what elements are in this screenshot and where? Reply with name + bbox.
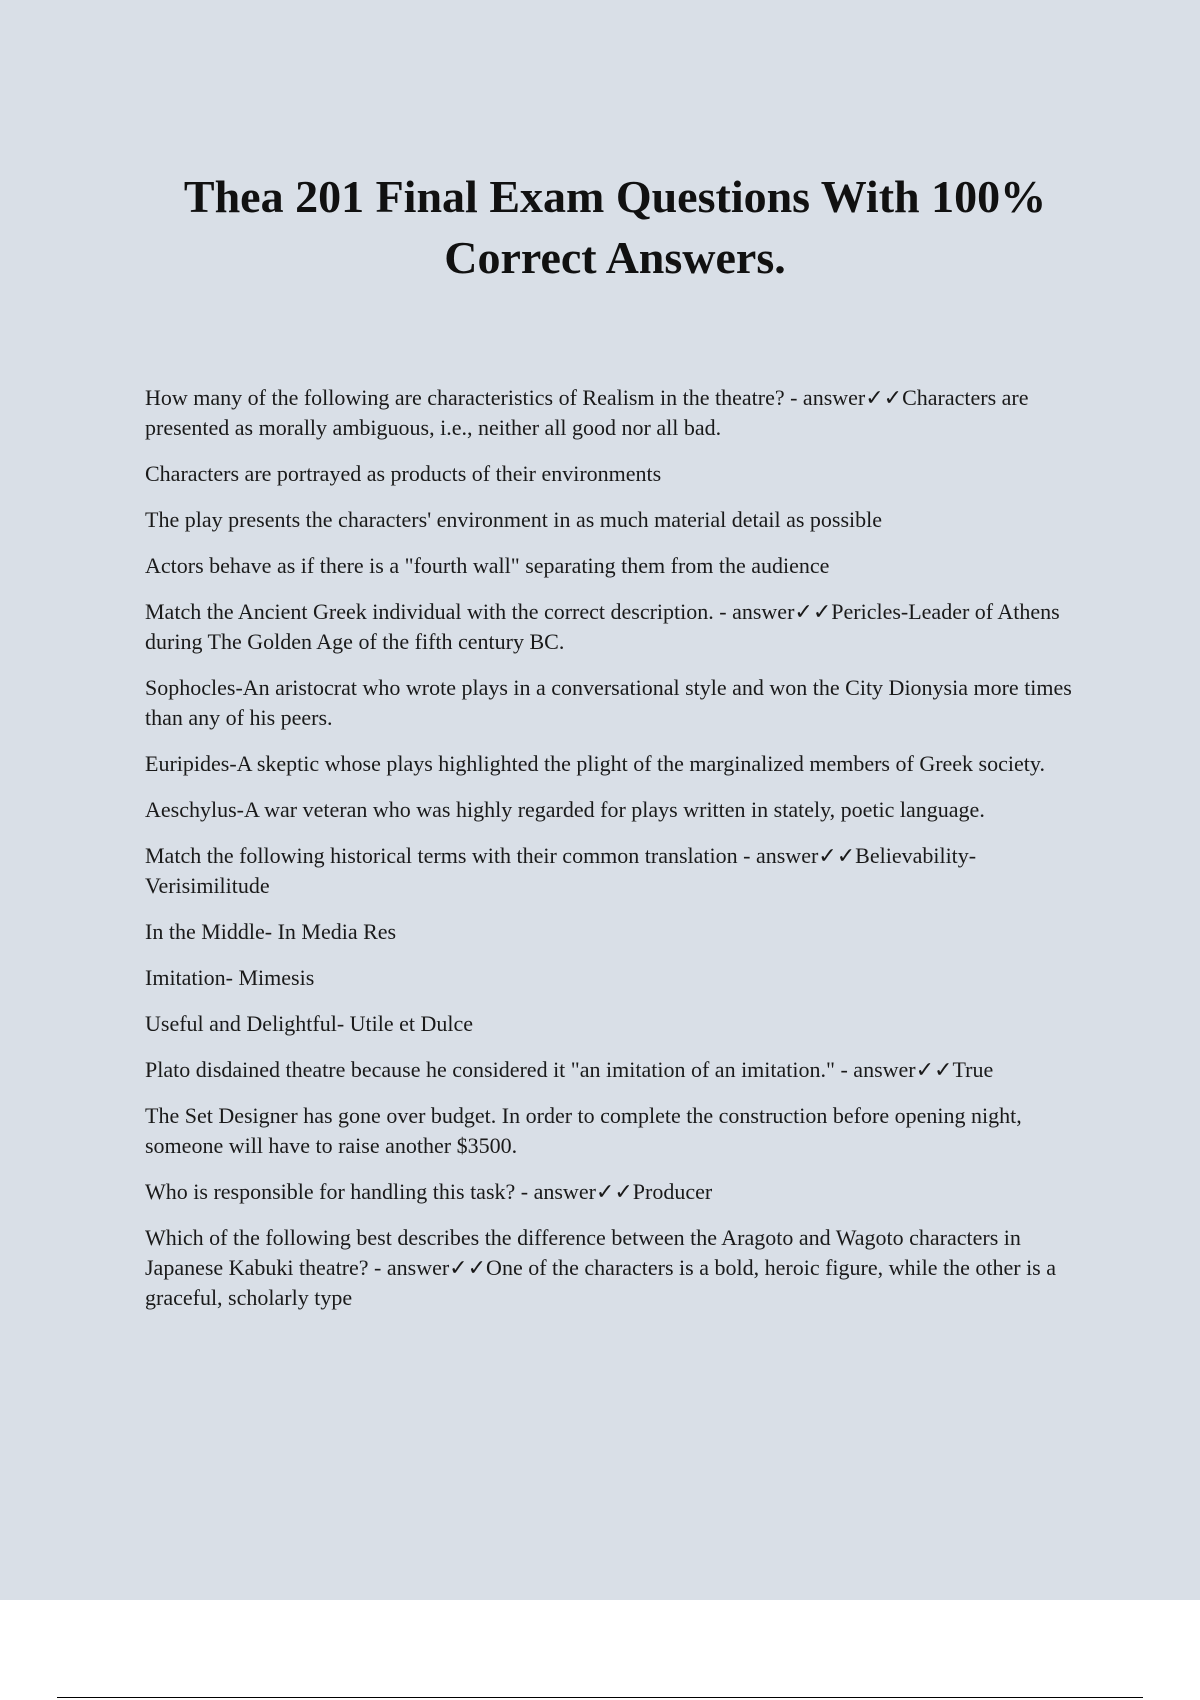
- paragraph-greek-question: Match the Ancient Greek individual with the correct description. - answer✓✓Pericles-Leader of Athens during The Golden Age of the fifth century BC.: [145, 599, 1060, 654]
- footer-rule: [57, 1697, 1143, 1698]
- document-body: [145, 383, 1090, 1329]
- paragraph-plato-question: Plato disdained theatre because he considered it "an imitation of an imitation." - answer✓✓True: [145, 1057, 994, 1082]
- document-title: Thea 201 Final Exam Questions With 100% Correct Answers.: [183, 171, 1047, 283]
- paragraph-sophocles: Sophocles-An aristocrat who wrote plays in a conversational style and won the City Dionysia more times than any of his peers.: [145, 675, 1072, 730]
- paragraph-producer-question: Who is responsible for handling this task? - answer✓✓Producer: [145, 1179, 713, 1204]
- paragraph-realism-question: How many of the following are characteristics of Realism in the theatre? - answer✓✓Characters are presented as morally ambiguous, i.e., neither all good nor all bad.: [145, 385, 1029, 440]
- paragraph-aeschylus: Aeschylus-A war veteran who was highly regarded for plays written in stately, poetic language.: [145, 797, 985, 822]
- paragraph-realism-material-detail: The play presents the characters' environment in as much material detail as possible: [145, 507, 883, 532]
- paragraph-in-media-res: In the Middle- In Media Res: [145, 919, 397, 944]
- paragraph-realism-environments: Characters are portrayed as products of their environments: [145, 461, 662, 486]
- paragraph-realism-fourth-wall: Actors behave as if there is a "fourth wall" separating them from the audience: [145, 553, 830, 578]
- paragraph-kabuki-question: Which of the following best describes the difference between the Aragoto and Wagoto characters in Japanese Kabuki theatre? - answer✓✓One of the characters is a bold, heroic figure, while the other is a graceful, scholarly type: [145, 1225, 1057, 1310]
- paragraph-mimesis: Imitation- Mimesis: [145, 965, 315, 990]
- paragraph-euripides: Euripides-A skeptic whose plays highlighted the plight of the marginalized members of Greek society.: [145, 751, 1045, 776]
- paragraph-terms-question: Match the following historical terms with their common translation - answer✓✓Believability-Verisimilitude: [145, 843, 977, 898]
- paragraph-set-designer-scenario: The Set Designer has gone over budget. In order to complete the construction before opening night, someone will have to raise another $3500.: [145, 1103, 1022, 1158]
- paragraph-utile-et-dulce: Useful and Delightful- Utile et Dulce: [145, 1011, 474, 1036]
